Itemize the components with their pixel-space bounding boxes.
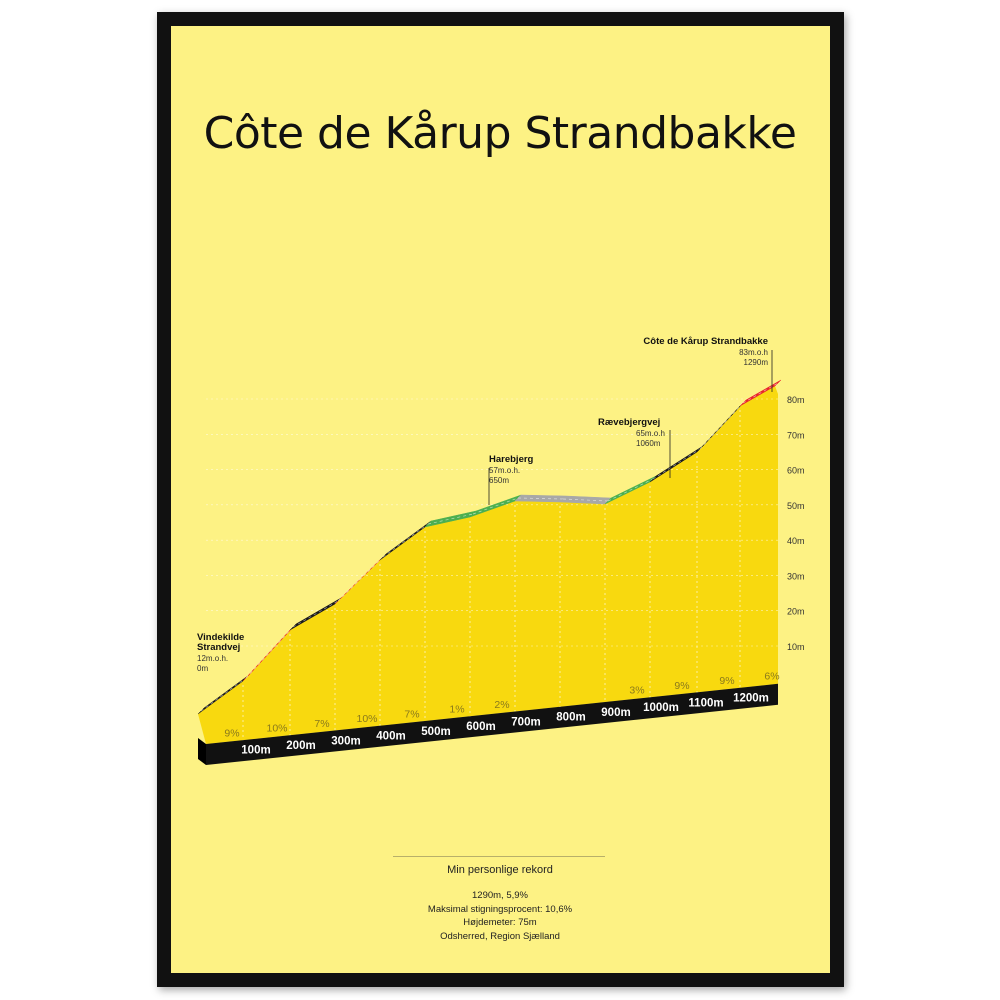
stat-region: Odsherred, Region Sjælland: [440, 930, 560, 942]
profile-fill: [198, 386, 778, 744]
gradient-label: 7%: [314, 717, 330, 730]
gradient-label: 1%: [449, 703, 465, 716]
road-segment: [515, 495, 566, 502]
distance-label: 200m: [286, 740, 316, 752]
gradient-label: 9%: [674, 679, 690, 692]
gradient-label: 9%: [719, 675, 735, 688]
gradient-label: 3%: [629, 684, 645, 697]
distance-label: 900m: [601, 706, 631, 719]
distance-label: 600m: [466, 721, 496, 734]
distance-label: 1200m: [733, 692, 769, 705]
waypoint-distance: 0m: [197, 664, 209, 673]
altitude-tick-label: 80m: [787, 395, 805, 405]
gradient-label: 7%: [404, 708, 420, 721]
footer-divider: [393, 856, 605, 857]
distance-label: 1000m: [643, 702, 679, 715]
waypoint-elevation: 65m.o.h: [636, 429, 665, 438]
waypoint-distance: 650m: [489, 476, 510, 485]
altitude-tick-label: 10m: [787, 642, 805, 652]
altitude-tick-label: 50m: [787, 500, 805, 511]
altitude-tick-label: 30m: [787, 571, 805, 582]
distance-label: 800m: [556, 711, 586, 724]
poster-title: Côte de Kårup Strandbakke: [203, 108, 797, 159]
waypoint-name: Côte de Kårup Strandbakke: [643, 336, 768, 347]
gradient-label: 6%: [764, 670, 780, 683]
gradient-label: 10%: [356, 713, 378, 726]
waypoint-name: Vindekilde: [197, 632, 245, 643]
waypoint-name: Rævebjergvej: [598, 417, 661, 428]
distance-label: 1100m: [688, 697, 724, 710]
altitude-tick-label: 70m: [787, 430, 805, 441]
distance-slab-side: [198, 738, 206, 765]
gradient-label: 2%: [494, 698, 510, 711]
altitude-tick-label: 60m: [787, 465, 805, 476]
gradient-label: 9%: [224, 727, 240, 740]
stat-elevation-gain: Højdemeter: 75m: [463, 917, 537, 928]
distance-label: 100m: [241, 744, 271, 757]
distance-label: 400m: [376, 730, 406, 743]
waypoint-distance: 1060m: [636, 439, 661, 448]
distance-label: 500m: [421, 725, 451, 738]
waypoint-elevation: 57m.o.h.: [489, 466, 521, 475]
altitude-tick-label: 20m: [787, 606, 805, 617]
waypoint-name: Strandvej: [197, 642, 241, 653]
altitude-tick-label: 40m: [787, 536, 805, 547]
record-title: Min personlige rekord: [447, 864, 553, 876]
stat-distance-gradient: 1290m, 5,9%: [472, 890, 528, 901]
stat-max-gradient: Maksimal stigningsprocent: 10,6%: [427, 903, 573, 915]
waypoint-elevation: 12m.o.h.: [197, 654, 229, 663]
stats-block: [0, 889, 1000, 943]
waypoint-distance: 1290m: [743, 358, 768, 367]
waypoint-elevation: 83m.o.h: [739, 348, 768, 357]
distance-label: 700m: [511, 716, 541, 729]
distance-label: 300m: [331, 735, 361, 748]
waypoint-name: Harebjerg: [489, 454, 534, 465]
gradient-label: 10%: [266, 722, 288, 735]
